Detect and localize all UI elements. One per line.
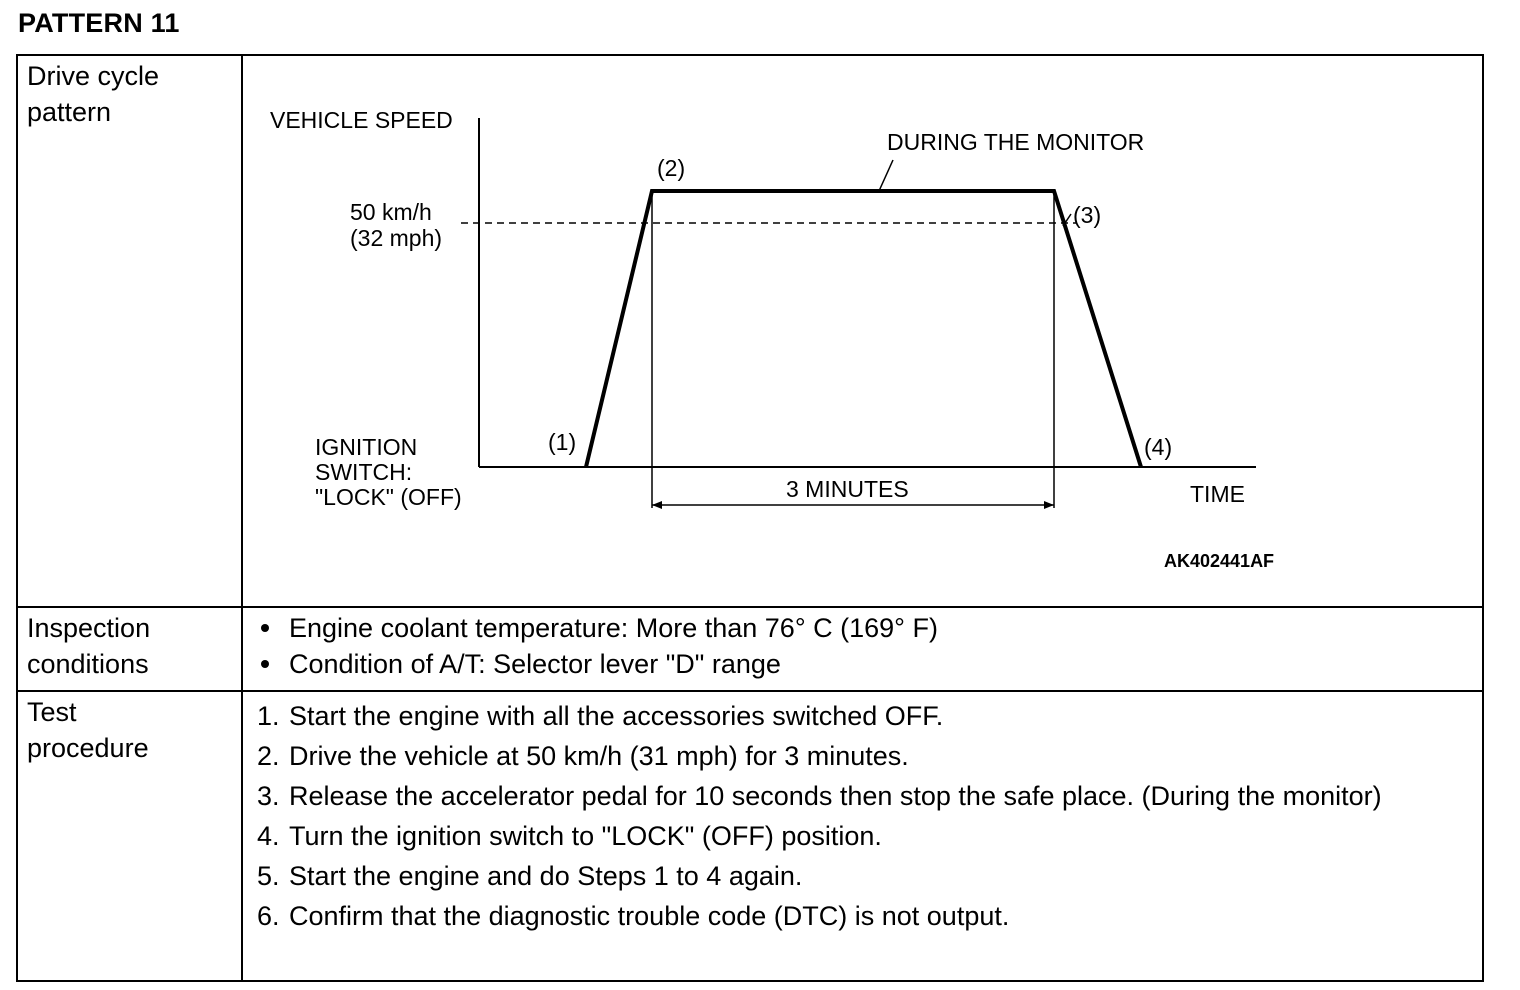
list-item: 2. Drive the vehicle at 50 km/h (31 mph) for 3 minutes. [257,741,909,771]
test-procedure-label: Test procedure [27,697,149,763]
speed-label-mph: (32 mph) [350,225,443,251]
test-procedure-steps [257,694,1482,934]
ignition-label-line-3: "LOCK" (OFF) [315,484,462,510]
inspection-conditions-cell [242,607,1483,691]
drive-cycle-table [16,54,1484,982]
inspection-label: Inspection conditions [27,613,151,679]
ignition-label-line-2: SWITCH: [315,459,413,485]
table-row-drive-cycle [17,55,1483,607]
list-item: Condition of A/T: Selector lever "D" range [257,646,1482,682]
list-item: 3. Release the accelerator pedal for 10 seconds then stop the safe place. (During the monitor) [257,781,1382,811]
list-item: 4. Turn the ignition switch to "LOCK" (OFF) position. [257,821,882,851]
point-1-label: (1) [548,429,577,455]
test-procedure-cell [242,691,1483,981]
point-2-label: (2) [657,155,686,181]
list-item: 5. Start the engine and do Steps 1 to 4 again. [257,861,803,891]
list-item: Engine coolant temperature: More than 76° C (169° F) [257,610,1482,646]
monitor-label: DURING THE MONITOR [887,129,1145,155]
bullet-icon [261,624,269,632]
y-axis-label: VEHICLE SPEED [270,107,453,133]
list-item: 1. Start the engine with all the accessories switched OFF. [257,701,944,731]
speed-profile-line [586,191,1141,467]
page-title: PATTERN 11 [18,8,180,38]
list-item: 6. Confirm that the diagnostic trouble code (DTC) is not output. [257,901,1010,931]
point-4-label: (4) [1144,434,1173,460]
point-3-label: (3) [1073,202,1102,228]
monitor-leader-line [879,160,893,191]
row-label-inspection [17,607,242,691]
drive-cycle-diagram-cell [242,55,1483,607]
row-label-test [17,691,242,981]
x-axis-label: TIME [1190,481,1245,507]
drive-cycle-diagram [243,56,1493,600]
figure-code: AK402441AF [1164,551,1275,571]
speed-label-kmh: 50 km/h [350,199,432,225]
inspection-conditions-list [257,610,1482,682]
table-row-test-procedure [17,691,1483,981]
duration-label: 3 MINUTES [786,476,909,502]
bullet-icon [261,660,269,668]
table-row-inspection [17,607,1483,691]
drive-cycle-label: Drive cycle pattern [27,61,160,127]
row-label-drive-cycle [17,55,242,607]
ignition-label-line-1: IGNITION [315,434,418,460]
